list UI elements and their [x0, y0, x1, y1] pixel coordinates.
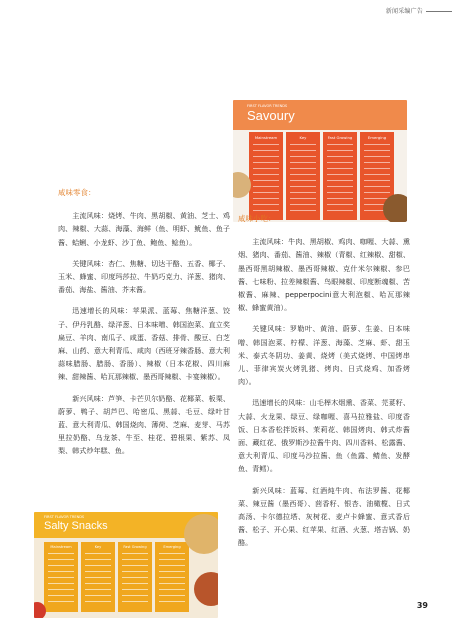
panel-text-line: [327, 174, 353, 175]
paragraph-emerging: 新兴风味：芦笋、卡芒贝尔奶酪、花椰菜、板栗、蔚萝、鸭子、胡芦巴、哈密瓜、黑蒜、毛豆、绿叶甘蓝、意大利青瓜、韩国烧肉、薄荷、芝麻、麦芽、马苏里拉奶酪、乌龙茶、牛至、桂花、碧根果、紫苏、凤梨、韩式炒年糕、鱼。: [58, 393, 230, 456]
panel-text-line: [327, 144, 353, 145]
panel-text-line: [122, 589, 148, 590]
panel-text-line: [48, 565, 74, 566]
food-photo-snacks: [184, 514, 218, 554]
panel-text-line: [327, 192, 353, 193]
savoury-title: Savoury: [247, 108, 295, 123]
panel-text-line: [290, 198, 316, 199]
panel-text-line: [290, 210, 316, 211]
paragraph-key: 关键风味：杏仁、焦糖、切达干酪、五香、椰子、玉米、蜂蜜、印度玛莎拉、牛奶巧克力、洋葱、猪肉、番茄、海盐、酱油、芥末酱。: [58, 258, 230, 295]
section-heading-salty-snacks: 咸味零食：: [58, 188, 96, 197]
food-photo-chips: [194, 572, 218, 606]
paragraph-mainstream: 主流风味：牛肉、黑胡椒、鸡肉、咖喱、大蒜、熏烟、猪肉、番茄、酱油、辣椒（青椒、红辣椒、甜椒、墨西哥黑胡辣椒、墨西哥辣椒、克什米尔辣椒、参巴酱、七味粉、拉差辣椒酱、鸟眼辣椒、印度断魂椒、苦椒酱、麻辣、pepperpocini意大利泡椒、哈瓦那辣椒、蜂蜜黄油）。: [238, 237, 410, 313]
panel-text-line: [364, 168, 390, 169]
panel-text-line: [290, 168, 316, 169]
salty-panel-label: Emerging: [163, 545, 181, 549]
panel-text-line: [327, 186, 353, 187]
panel-text-line: [85, 601, 111, 602]
panel-text-line: [85, 559, 111, 560]
paragraph-fast-growing: 迅速增长的风味：山毛榉木烟熏、香菜、芫荽籽、大蒜、火龙果、绿豆、绿咖喱、喜马拉雅盐、印度香饭、日本香松拌饭料、茉莉花、韩国烤肉、韩式炸酱面、藏红花、俄罗斯沙拉酱牛肉、四川香料、松露酱、意大利青瓜、印度马沙拉酱、鱼（鱼露、鲭鱼、发酵鱼、青鳕）。: [238, 398, 410, 474]
panel-text-line: [327, 156, 353, 157]
panel-text-line: [290, 192, 316, 193]
salty-panel-key: [81, 542, 115, 612]
panel-text-line: [290, 156, 316, 157]
panel-text-line: [364, 162, 390, 163]
savoury-panel-label: Emerging: [367, 135, 387, 140]
savoury-panel-label: Key: [299, 135, 307, 140]
panel-text-line: [327, 180, 353, 181]
header-label: 新闻采编广告: [385, 8, 423, 15]
savoury-panel-mainstream: [249, 132, 283, 220]
panel-text-line: [327, 168, 353, 169]
panel-text-line: [364, 144, 390, 145]
panel-text-line: [253, 168, 279, 169]
salty-subtitle: FIRST FLAVOR TRENDS: [44, 515, 85, 519]
panel-text-line: [85, 565, 111, 566]
panel-text-line: [122, 553, 148, 554]
panel-text-line: [159, 577, 185, 578]
panel-text-line: [253, 156, 279, 157]
panel-text-line: [253, 162, 279, 163]
panel-text-line: [122, 565, 148, 566]
panel-text-line: [290, 180, 316, 181]
panel-text-line: [364, 186, 390, 187]
panel-text-line: [48, 583, 74, 584]
panel-text-line: [159, 595, 185, 596]
left-text-column: [58, 186, 230, 466]
savoury-poster-image: [233, 100, 407, 222]
panel-text-line: [122, 583, 148, 584]
panel-text-line: [48, 595, 74, 596]
panel-text-line: [253, 144, 279, 145]
panel-text-line: [364, 192, 390, 193]
savoury-panel-label: Fast Growing: [327, 135, 353, 140]
panel-text-line: [290, 150, 316, 151]
savoury-panel-fast-growing: [323, 132, 357, 220]
panel-text-line: [253, 186, 279, 187]
paragraph-fast-growing: 迅速增长的风味：苹果派、蓝莓、焦糖洋葱、饺子、伊丹乳酪、绿洋葱、日本味噌、韩国泡菜、直立奖扁豆、羊肉、南瓜子、咸蛋、香菇、排骨、酸豆、白芝麻、山药、意大利青瓜、咸肉（西班牙辣香肠、意大利蒜味腊肠、腊肠、香肠）、辣椒（日本花椒、四川麻辣、甜辣酱、哈瓦那辣椒、墨西哥辣椒、卡宴辣椒）。: [58, 306, 230, 382]
panel-text-line: [364, 174, 390, 175]
panel-text-line: [85, 589, 111, 590]
panel-text-line: [253, 192, 279, 193]
panel-text-line: [290, 144, 316, 145]
panel-text-line: [122, 601, 148, 602]
salty-panel-mainstream: [44, 542, 78, 612]
panel-text-line: [122, 571, 148, 572]
panel-text-line: [253, 198, 279, 199]
panel-text-line: [327, 210, 353, 211]
panel-text-line: [48, 577, 74, 578]
panel-text-line: [290, 204, 316, 205]
panel-text-line: [290, 162, 316, 163]
salty-panel-label: Mainstream: [50, 545, 72, 549]
panel-text-line: [122, 559, 148, 560]
savoury-panel-label: Mainstream: [254, 135, 278, 140]
panel-text-line: [327, 150, 353, 151]
panel-text-line: [364, 156, 390, 157]
panel-text-line: [48, 601, 74, 602]
panel-text-line: [48, 559, 74, 560]
section-heading-savoury: 咸味小吃：: [238, 214, 276, 223]
header-rule: [426, 11, 452, 12]
panel-text-line: [253, 204, 279, 205]
panel-text-line: [159, 565, 185, 566]
panel-text-line: [122, 577, 148, 578]
panel-text-line: [159, 571, 185, 572]
panel-text-line: [364, 180, 390, 181]
panel-text-line: [327, 198, 353, 199]
panel-text-line: [290, 174, 316, 175]
panel-text-line: [253, 174, 279, 175]
salty-panel-label: Fast Growing: [123, 545, 147, 549]
panel-text-line: [253, 180, 279, 181]
panel-text-line: [327, 204, 353, 205]
right-text-column: [238, 212, 410, 558]
panel-text-line: [159, 583, 185, 584]
panel-text-line: [327, 162, 353, 163]
panel-text-line: [85, 595, 111, 596]
paragraph-emerging: 新兴风味：蓝莓、红酒炖牛肉、布法罗酱、花椰菜、辣豆酱（墨西哥）、茴香籽、银杏、油橄榄、日式高汤、卡尔德拉塔、灰树花、麦卢卡蜂蜜、意式香后酱、松子、开心果、红苹果、红酒、火葱、塔吉锅、奶酪。: [238, 485, 410, 548]
panel-text-line: [159, 589, 185, 590]
salty-title: Salty Snacks: [44, 520, 108, 532]
panel-text-line: [85, 577, 111, 578]
salty-panel-fast-growing: [118, 542, 152, 612]
panel-text-line: [159, 601, 185, 602]
panel-text-line: [290, 186, 316, 187]
panel-text-line: [159, 553, 185, 554]
panel-text-line: [159, 559, 185, 560]
panel-text-line: [85, 553, 111, 554]
panel-text-line: [85, 571, 111, 572]
panel-text-line: [85, 583, 111, 584]
savoury-panel-key: [286, 132, 320, 220]
salty-snacks-poster-image: [34, 512, 218, 618]
panel-text-line: [253, 210, 279, 211]
panel-text-line: [48, 553, 74, 554]
panel-text-line: [48, 571, 74, 572]
paragraph-mainstream: 主流风味：烧烤、牛肉、黑胡椒、黄油、芝士、鸡肉、辣椒、大蒜、海藻、海鲜（鱼、明虾、鱿鱼、鱼子酱、蛤蜊、小龙虾、沙丁鱼、鲍鱼、鲶鱼）。: [58, 211, 230, 247]
panel-text-line: [48, 589, 74, 590]
savoury-subtitle: FIRST FLAVOR TRENDS: [247, 104, 288, 108]
panel-text-line: [122, 595, 148, 596]
page-number: 39: [416, 601, 428, 610]
panel-text-line: [253, 150, 279, 151]
salty-panel-label: Key: [94, 545, 102, 549]
page-header: [386, 6, 452, 15]
salty-panel-emerging: [155, 542, 189, 612]
paragraph-key: 关键风味：罗勒叶、黄油、蔚萝、生姜、日本味噌、韩国泡菜、柠檬、洋葱、海藻、芝麻、虾、甜玉米、泰式冬阴功、姜黄、烧烤（美式烧烤、中国烤串儿、菲律宾炭火烤乳猪、烤肉、日式烧鸡、加香烤肉）。: [238, 324, 410, 387]
panel-text-line: [364, 150, 390, 151]
